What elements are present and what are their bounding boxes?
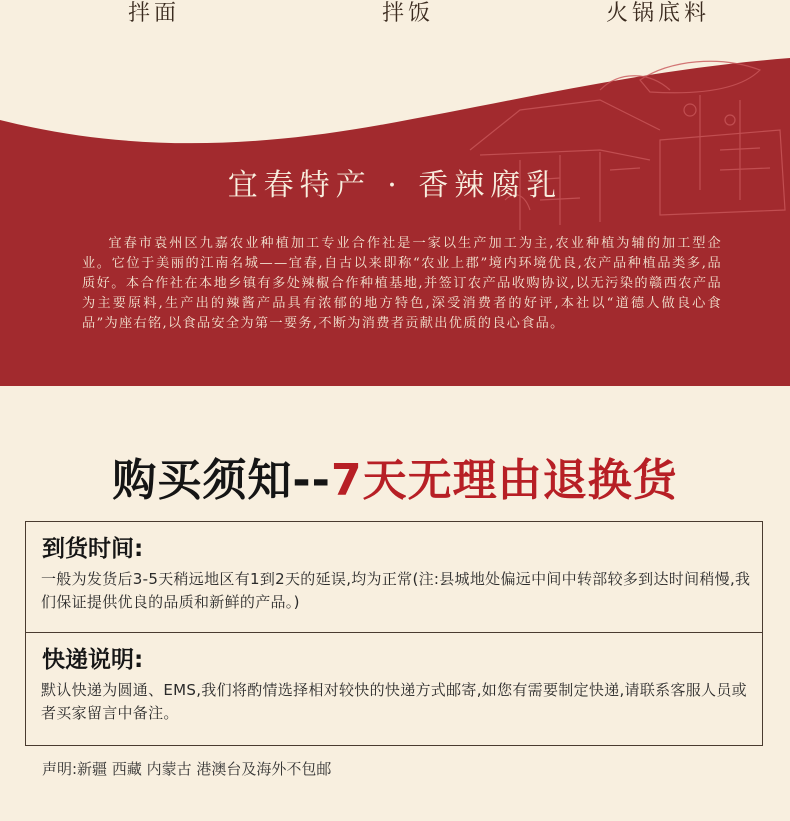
express-text: 默认快递为圆通、EMS,我们将酌情选择相对较快的快递方式邮寄,如您有需要制定快递,请联系客服人员或者买家留言中备注。 [41, 681, 747, 722]
arrival-time-section [25, 521, 763, 633]
shipping-disclaimer: 声明:新疆 西藏 内蒙古 港澳台及海外不包邮 [42, 760, 332, 778]
category-noodles: 拌面 [128, 1, 181, 26]
purchase-notice-title [0, 444, 790, 508]
category-hotpot: 火锅底料 [606, 1, 711, 26]
intro-banner [0, 0, 790, 386]
banner-title: 宜春特产 · 香辣腐乳 [227, 168, 563, 203]
arrival-time-text: 一般为发货后3-5天稍远地区有1到2天的延误,均为正常(注:县城地处偏远中间中转部较多到达时间稍慢,我们保证提供优良的品质和新鲜的产品。) [41, 570, 751, 611]
category-strip [0, 0, 790, 30]
arrival-time-heading: 到货时间: [42, 536, 144, 562]
notice-title-return-policy: 7天无理由退换货 [330, 455, 678, 506]
express-section [25, 633, 763, 746]
notice-title-main: 购买须知-- [112, 455, 331, 506]
company-description: 宜春市袁州区九嘉农业种植加工专业合作社是一家以生产加工为主,农业种植为辅的加工型企业。它位于美丽的江南名城——宜春,自古以来即称“农业上郡”境内环境优良,农产品种植品类多,品质好。本合作社在本地乡镇有多处辣椒合作种植基地,并签订农产品收购协议,以无污染的赣西农产品为主要原料,生产出的辣酱产品具有浓郁的地方特色,深受消费者的好评,本社以“道德人做良心食品”为座右铭,以食品安全为第一要务,不断为消费者贡献出优质的良心食品。 [82, 236, 722, 331]
express-heading: 快递说明: [42, 647, 144, 673]
category-rice: 拌饭 [382, 1, 435, 26]
